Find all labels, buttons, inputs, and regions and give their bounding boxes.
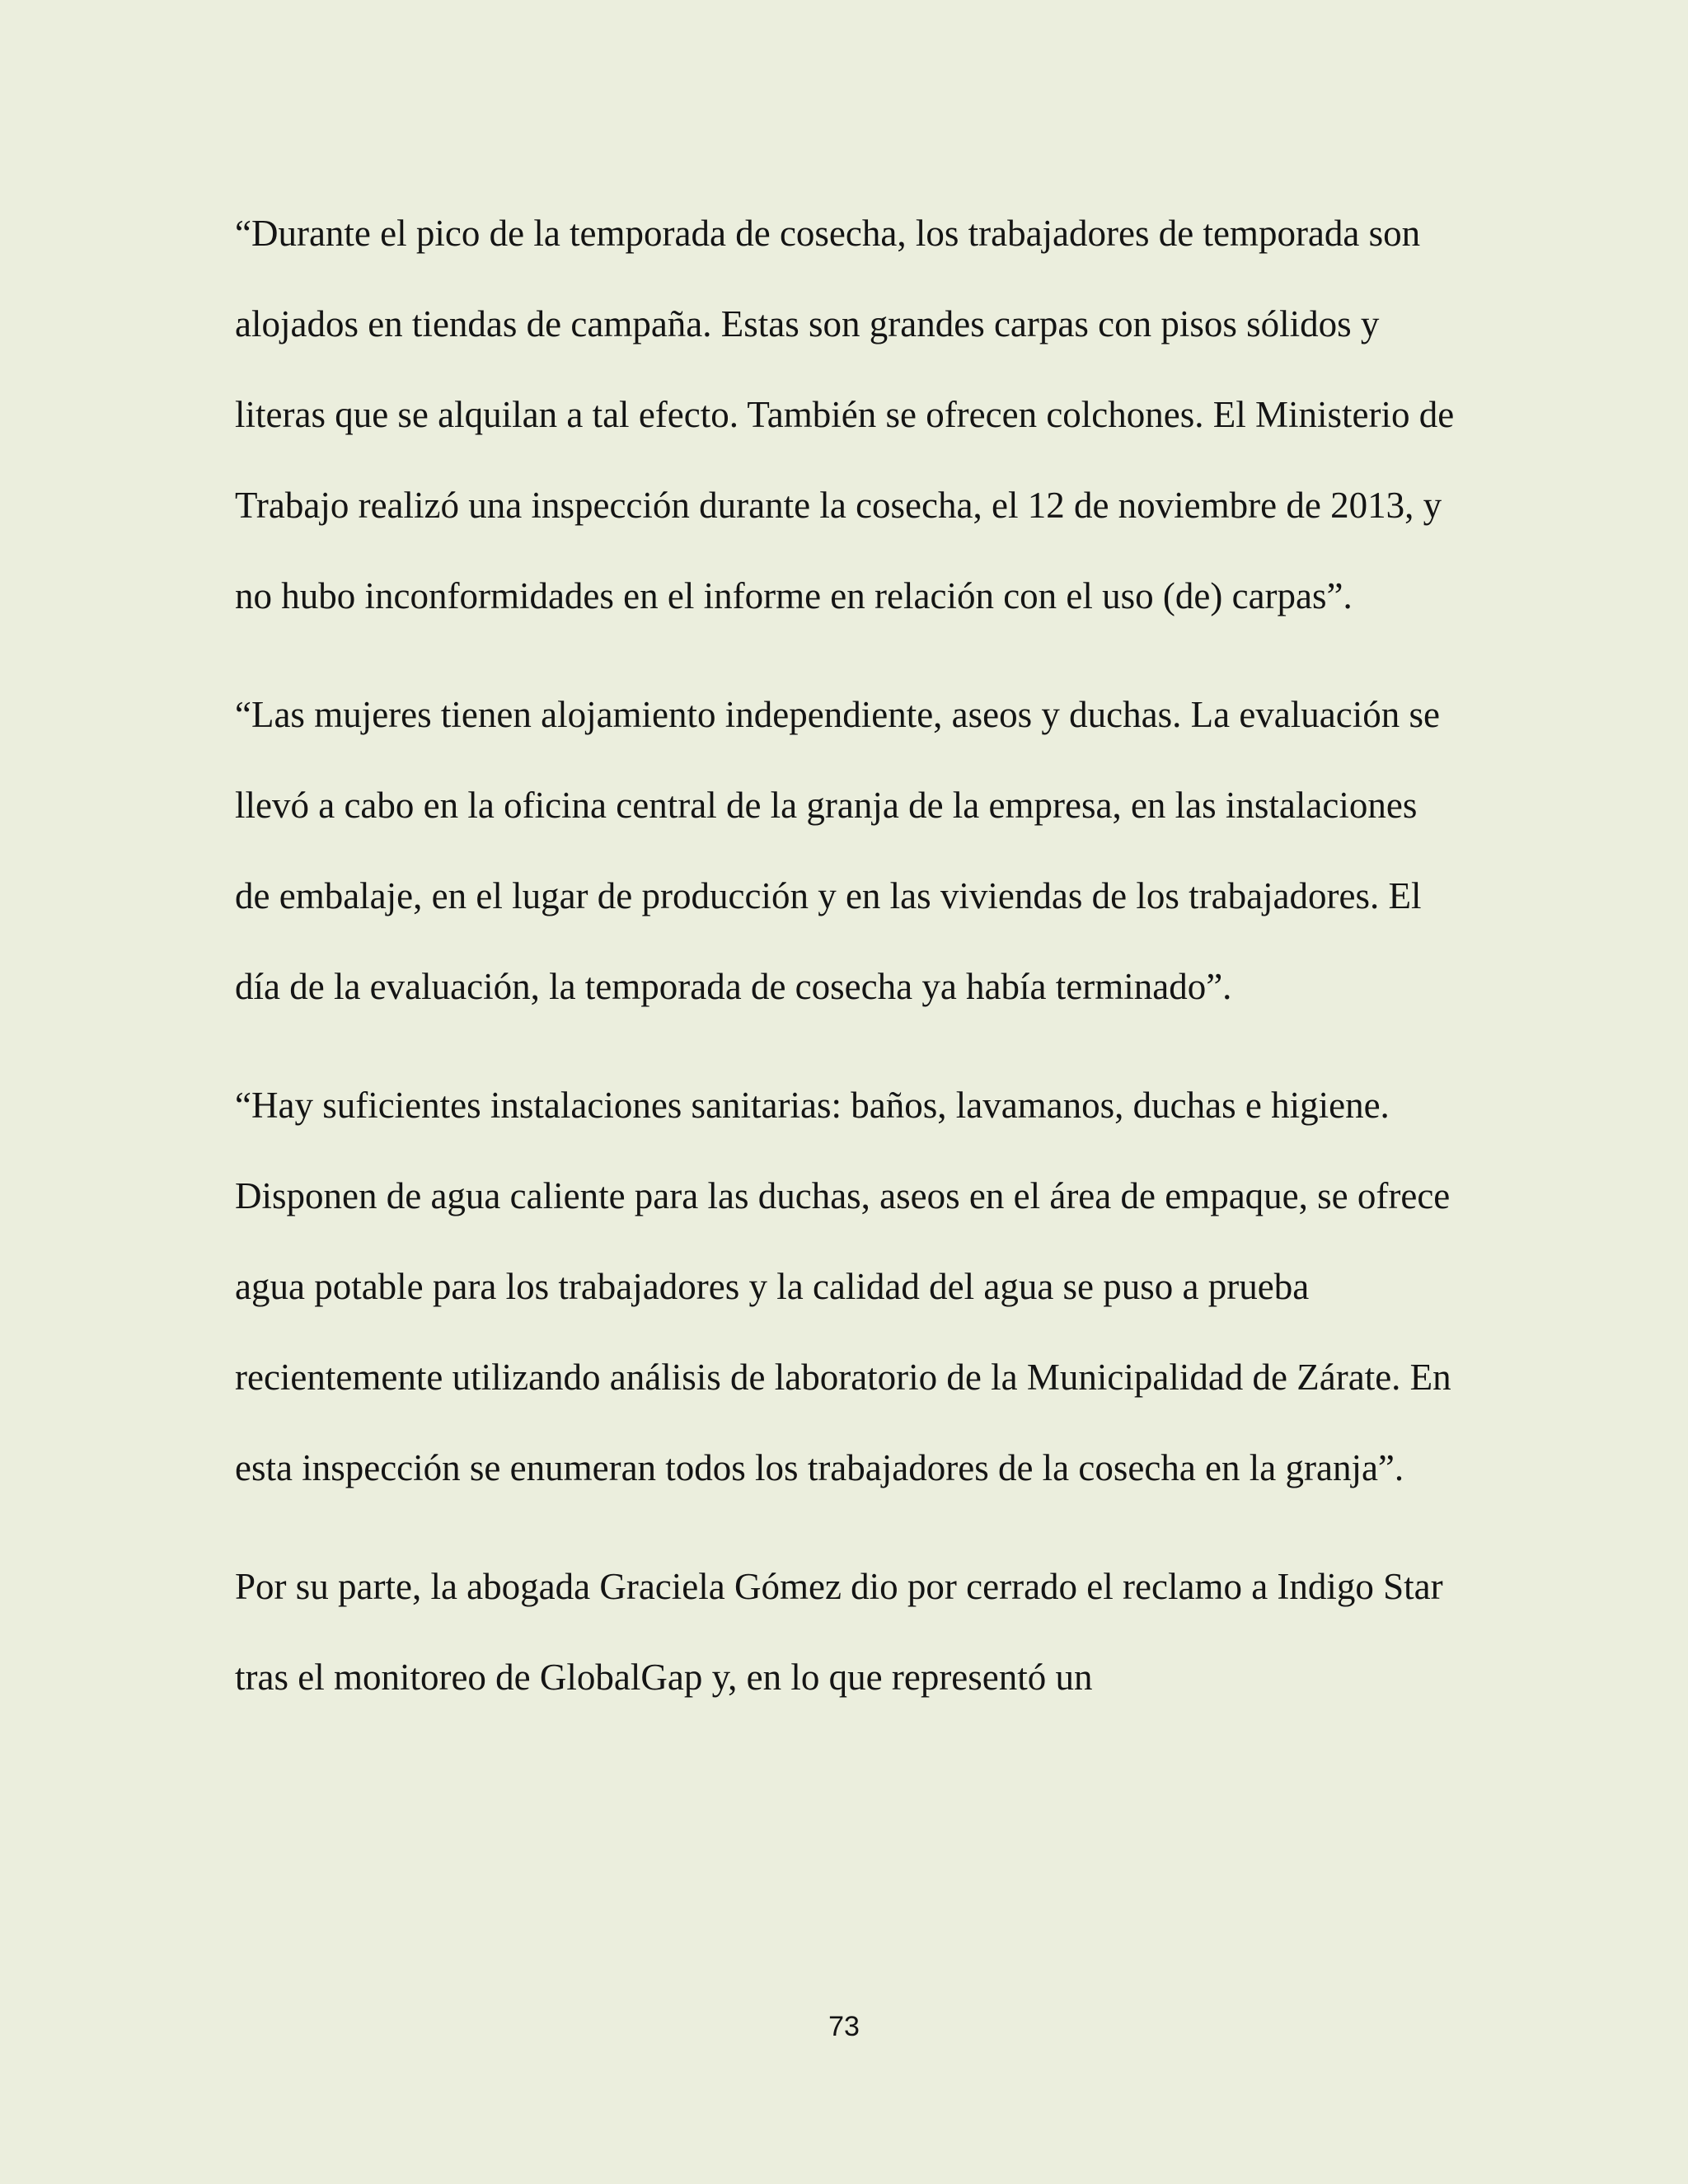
body-text — [235, 188, 1455, 1750]
paragraph-women-accommodation: “Las mujeres tienen alojamiento independiente, aseos y duchas. La evaluación se llevó a cabo en la oficina central de la granja de la empresa, en las instalaciones de embalaje, en el lugar de producción y en las viviendas de los trabajadores. El día de la evaluación, la temporada de cosecha ya había terminado”. — [235, 694, 1440, 1007]
paragraph-housing-tents: “Durante el pico de la temporada de cosecha, los trabajadores de temporada son alojados en tiendas de campaña. Estas son grandes carpas con pisos sólidos y literas que se alquilan a tal efecto. También se ofrecen colchones. El Ministerio de Trabajo realizó una inspección durante la cosecha, el 12 de noviembre de 2013, y no hubo inconformidades en el informe en relación con el uso (de) carpas”. — [235, 213, 1455, 616]
paragraph-sanitary-facilities: “Hay suficientes instalaciones sanitarias: baños, lavamanos, duchas e higiene. Disponen de agua caliente para las duchas, aseos en el área de empaque, se ofrece agua potable para los trabajadores y la calidad del agua se puso a prueba recientemente utilizando análisis de laboratorio de la Municipalidad de Zárate. En esta inspección se enumeran todos los trabajadores de la cosecha en la granja”. — [235, 1085, 1451, 1488]
page-number: 73 — [828, 2011, 860, 2042]
paragraph-lawyer-claim: Por su parte, la abogada Graciela Gómez dio por cerrado el reclamo a Indigo Star tras el monitoreo de GlobalGap y, en lo que representó un — [235, 1566, 1443, 1698]
